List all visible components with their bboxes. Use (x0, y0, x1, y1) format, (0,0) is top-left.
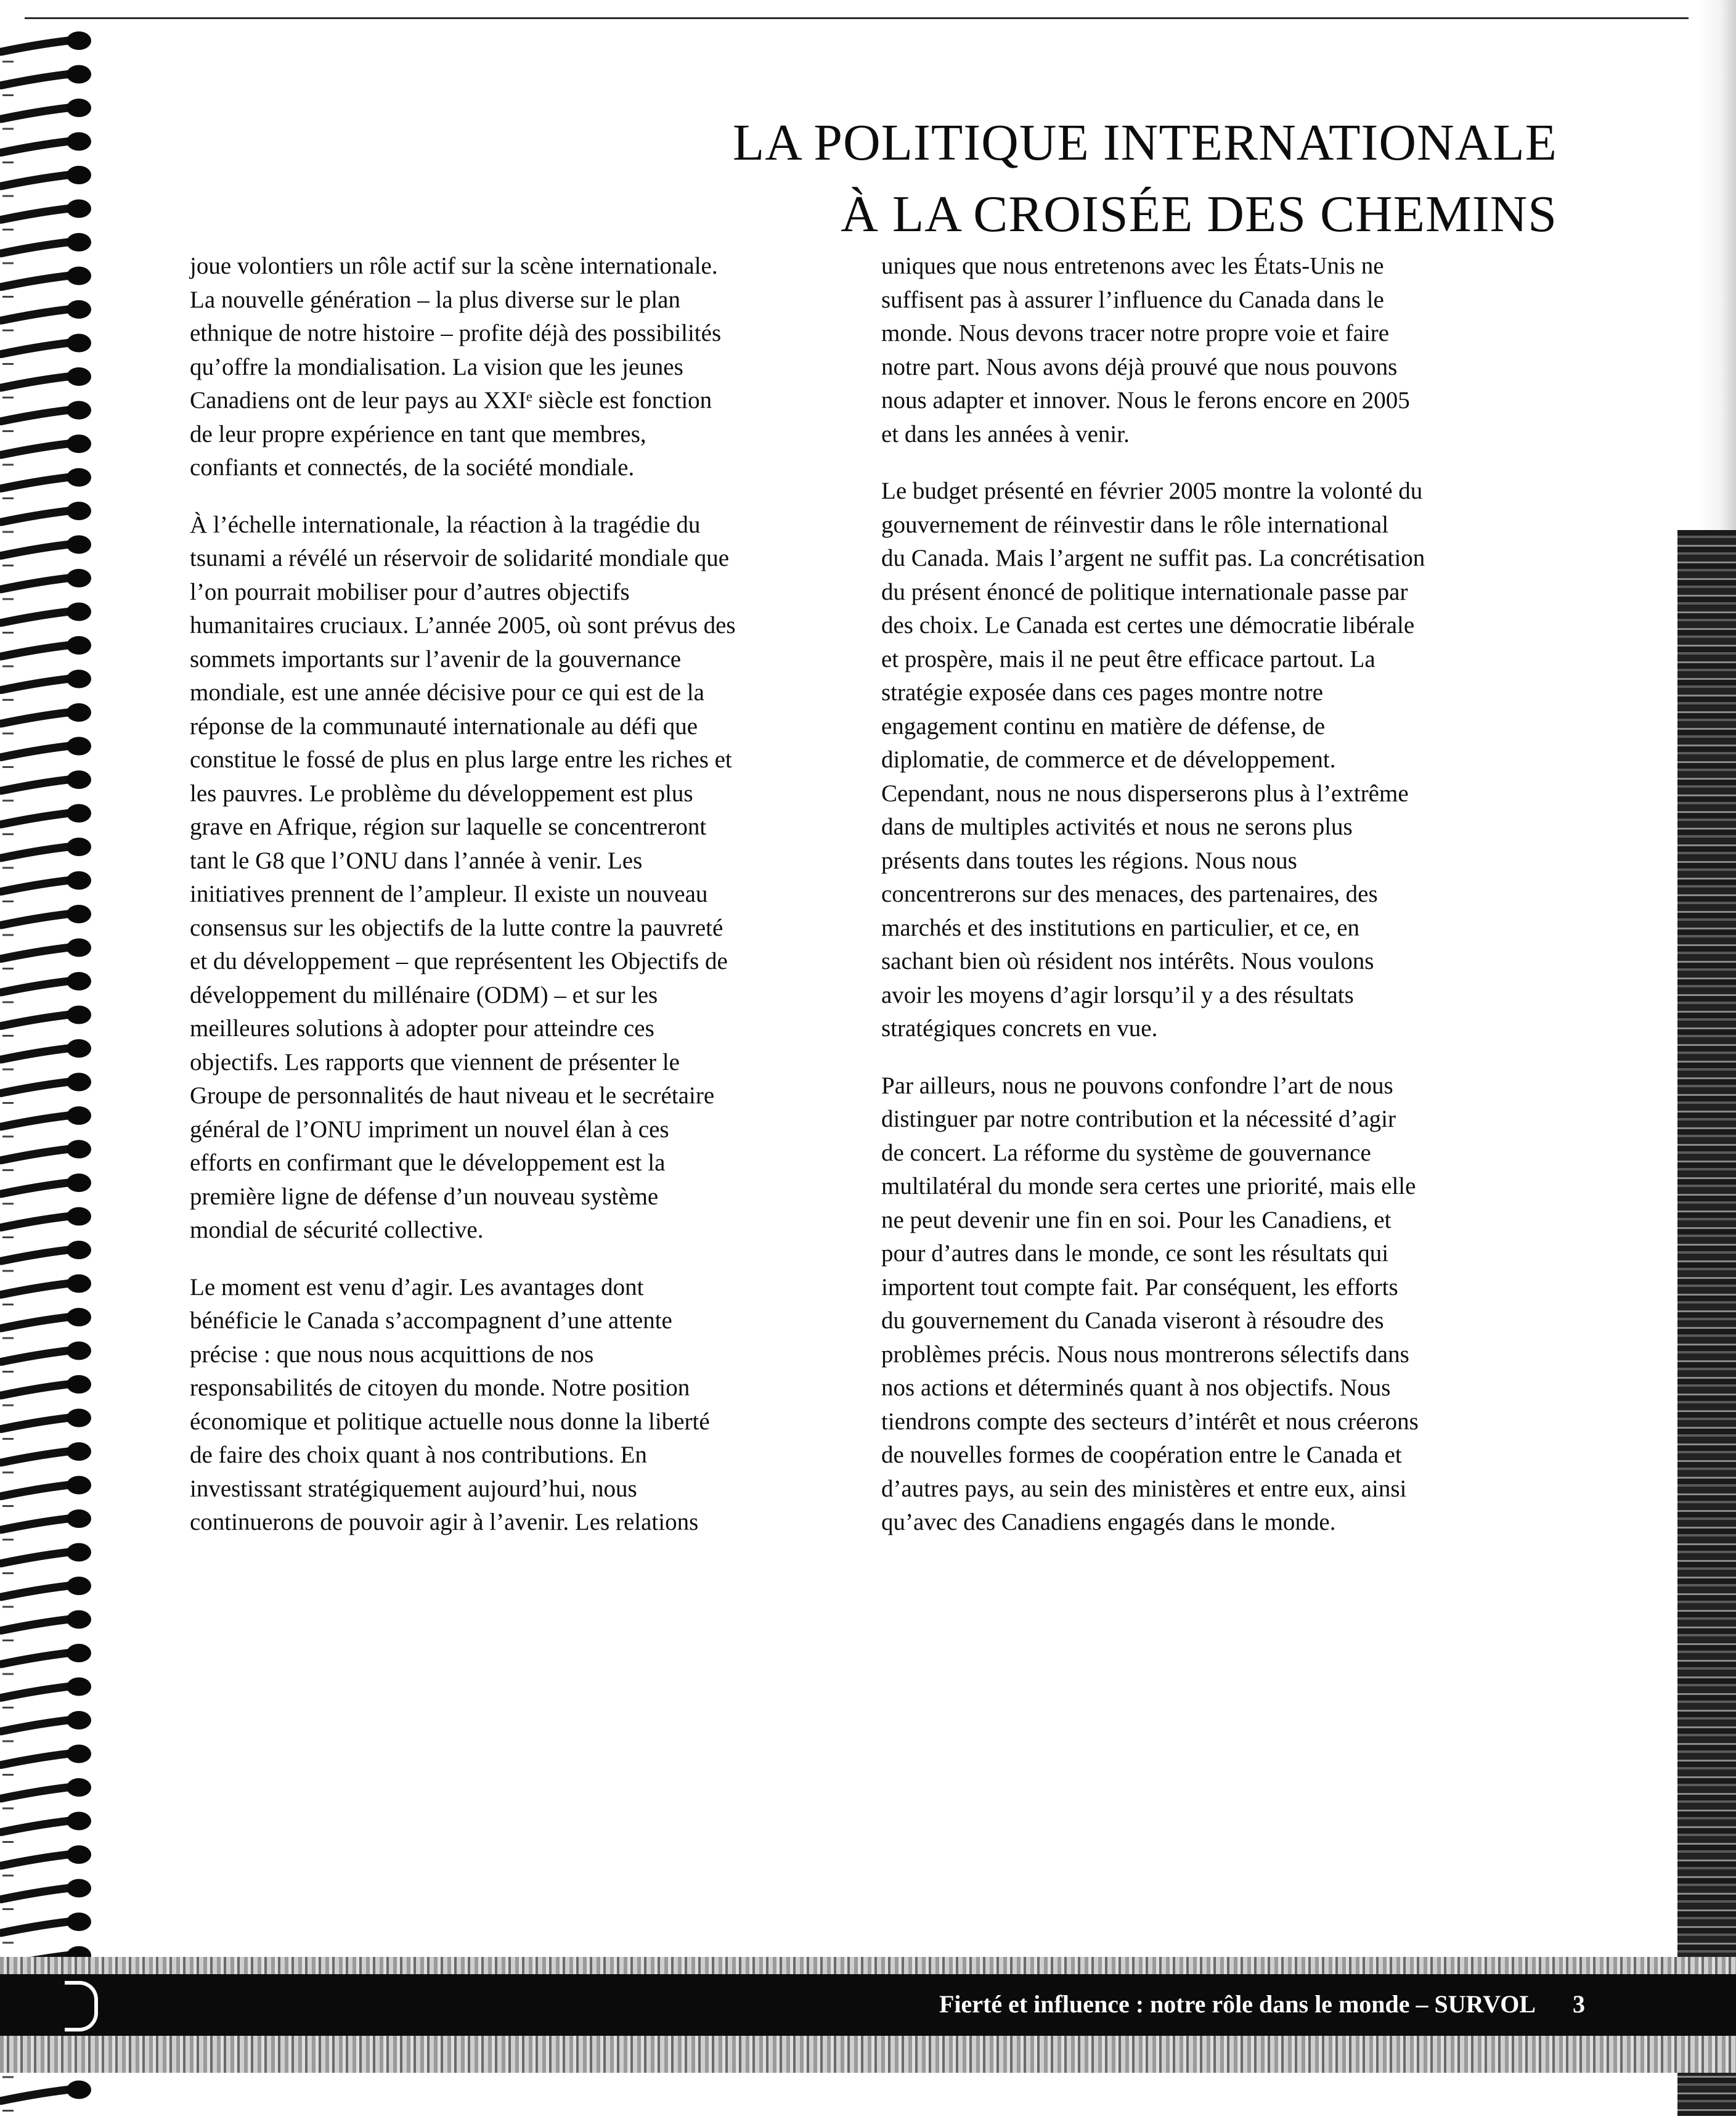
spiral-coil (1, 670, 91, 700)
spiral-coil (1, 1342, 91, 1372)
page-edge-shadow (1699, 0, 1736, 530)
spiral-coil (1, 367, 91, 398)
spiral-coil (1, 166, 91, 196)
title-line-2: À LA CROISÉE DES CHEMINS (841, 186, 1557, 243)
spiral-coil (1, 401, 91, 431)
spiral-coil (1, 1778, 91, 1808)
spiral-coil (1, 1845, 91, 1876)
background-texture-strip (1677, 530, 1736, 2116)
footer-texture-top (0, 1957, 1736, 1974)
spiral-coil (1, 1073, 91, 1103)
spiral-coil (1, 2081, 91, 2111)
paragraph: joue volontiers un rôle actif sur la scène internationale. La nouvelle génération – la plus diverse sur le plan ethnique de notre histoire – profite déjà des possibilités qu’offre la mondialisation. La vision que les jeunes Canadiens ont de leur pays au XXIᵉ siècle est fonction de leur propre expérience en tant que membres, confiants et connectés, de la société mondiale. (190, 253, 722, 481)
paragraph: uniques que nous entretenons avec les États-Unis ne suffisent pas à assurer l’influence du Canada dans le monde. Nous devons tracer notre propre voie et faire notre part. Nous avons déjà prouvé que nous pouvons nous adapter et innover. Nous le ferons encore en 2005 et dans les années à venir. (881, 253, 1410, 447)
spiral-coil (1, 1174, 91, 1204)
spiral-coil (1, 300, 91, 330)
title-line-1: LA POLITIQUE INTERNATIONALE (732, 114, 1557, 172)
footer-texture-bottom (0, 2036, 1736, 2073)
spiral-coil (1, 1577, 91, 1607)
spiral-coil (1, 233, 91, 263)
left-column (190, 250, 843, 1540)
spiral-coil (1, 569, 91, 599)
spiral-coil (1, 1106, 91, 1137)
paragraph: Par ailleurs, nous ne pouvons confondre l’art de nous distinguer par notre contribution et la nécessité d’agir de concert. La réforme du système de gouvernance multilatéral du monde sera certes une priorité, mais elle ne peut devenir une fin en soi. Pour les Canadiens, et pour d’autres dans le monde, ce sont les résultats qui importent tout compte fait. Par conséquent, les efforts du gouvernement du Canada viseront à résoudre des problèmes précis. Nous nous montrerons sélectifs dans nos actions et déterminés quant à nos objectifs. Nous tiendrons compte des secteurs d’intérêt et nous créerons de nouvelles formes de coopération entre le Canada et d’autres pays, au sein des ministères et entre eux, ainsi qu’avec des Canadiens engagés dans le monde. (881, 1072, 1419, 1535)
spiral-coil (1, 1879, 91, 1909)
spiral-coil (1, 1611, 91, 1641)
spiral-coil (1, 65, 91, 96)
right-column (881, 250, 1534, 1540)
spiral-coil (1, 1913, 91, 1943)
spiral-coil (1, 1409, 91, 1439)
spiral-coil (1, 1644, 91, 1674)
spiral-coil (1, 1745, 91, 1775)
top-page-edge (25, 17, 1689, 19)
spiral-coils (0, 0, 108, 2116)
spiral-coil (1, 502, 91, 532)
page-title (733, 107, 1557, 250)
spiral-coil (1, 334, 91, 364)
spiral-coil (1, 1543, 91, 1574)
spiral-coil (1, 603, 91, 633)
spiral-coil (1, 1140, 91, 1170)
paragraph: Le moment est venu d’agir. Les avantages dont bénéficie le Canada s’accompagnent d’une attente précise : que nous nous acquittions de nos responsabilités de citoyen du monde. Notre position économique et politique actuelle nous donne la liberté de faire des choix quant à nos contributions. En investissant stratégiquement aujourd’hui, nous continuerons de pouvoir agir à l’avenir. Les relations (190, 1273, 710, 1535)
spiral-coil (1, 1711, 91, 1741)
spiral-coil (1, 872, 91, 902)
spiral-coil (1, 1006, 91, 1036)
spiral-coil (1, 1039, 91, 1069)
spiral-coil (1, 1275, 91, 1305)
page-number: 3 (1573, 1990, 1585, 2018)
spiral-coil (1, 1442, 91, 1472)
spiral-coil (1, 31, 91, 62)
spiral-coil (1, 939, 91, 969)
spiral-coil (1, 636, 91, 666)
spiral-coil (1, 770, 91, 801)
spiral-coil (1, 1308, 91, 1338)
spiral-coil (1, 1678, 91, 1708)
spiral-coil (1, 1476, 91, 1506)
paragraph: À l’échelle internationale, la réaction à la tragédie du tsunami a révélé un réservoir de solidarité mondiale que l’on pourrait mobiliser pour d’autres objectifs humanitaires cruciaux. L’année 2005, où sont prévus des sommets importants sur l’avenir de la gouvernance mondiale, est une année décisive pour ce qui est de la réponse de la communauté internationale au défi que constitue le fossé de plus en plus large entre les riches et les pauvres. Le problème du développement est plus grave en Afrique, région sur laquelle se concentreront tant le G8 que l’ONU dans l’année à venir. Les initiatives prennent de l’ampleur. Il existe un nouveau consensus sur les objectifs de la lutte contre la pauvreté et du développement – que représentent les Objectifs de développement du millénaire (ODM) – et sur les meilleures solutions à adopter pour atteindre ces objectifs. Les rapports que viennent de présenter le Groupe de personnalités de haut niveau et le secrétaire général de l’ONU impriment un nouvel élan à ces efforts en confirmant que le développement est la première ligne de défense d’un nouveau système mondial de sécurité collective. (190, 511, 736, 1243)
spiral-coil (1, 972, 91, 1002)
spiral-coil (1, 133, 91, 163)
spiral-coil (1, 200, 91, 230)
spiral-coil (1, 1375, 91, 1405)
spiral-coil (1, 99, 91, 129)
spiral-coil (1, 804, 91, 835)
spiral-coil (1, 905, 91, 935)
spiral-coil (1, 267, 91, 297)
spiral-coil (1, 838, 91, 868)
spiral-coil (1, 737, 91, 767)
spiral-coil (1, 468, 91, 499)
footer-title: Fierté et influence : notre rôle dans le monde – SURVOL (939, 1990, 1536, 2018)
spiral-coil (1, 435, 91, 465)
spiral-binding (0, 0, 108, 2116)
spiral-coil (1, 1812, 91, 1842)
spiral-coil (1, 536, 91, 566)
spiral-coil (1, 1207, 91, 1238)
spiral-coil (1, 703, 91, 733)
spiral-coil (1, 1509, 91, 1540)
paragraph: Le budget présenté en février 2005 montre la volonté du gouvernement de réinvestir dans le rôle international du Canada. Mais l’argent ne suffit pas. La concrétisation du présent énoncé de politique internationale passe par des choix. Le Canada est certes une démocratie libérale et prospère, mais il ne peut être efficace partout. La stratégie exposée dans ces pages montre notre engagement continu en matière de défense, de diplomatie, de commerce et de développement. Cependant, nous ne nous disperserons plus à l’extrême dans de multiples activités et nous ne serons plus présents dans toutes les régions. Nous nous concentrerons sur des menaces, des partenaires, des marchés et des institutions en particulier, et ce, en sachant bien où résident nos intérêts. Nous voulons avoir les moyens d’agir lorsqu’il y a des résultats stratégiques concrets en vue. (881, 478, 1425, 1042)
footer-bracket-icon (65, 1981, 98, 2031)
spiral-coil (1, 1241, 91, 1271)
